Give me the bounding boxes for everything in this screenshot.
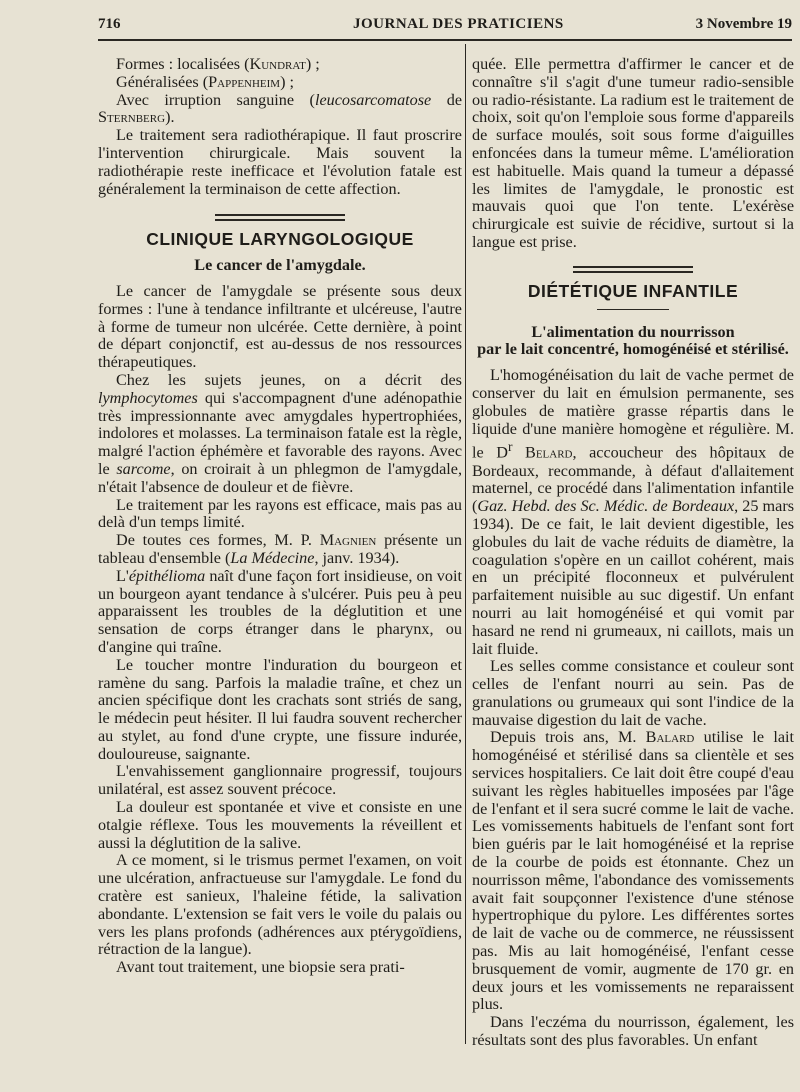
article-title-amygdale: Le cancer de l'amygdale. xyxy=(194,256,366,275)
paragraph: Chez les sujets jeunes, on a décrit des lymphocytomes qui s'accompagnent d'une adénopathie très impressionnante avec amygdales hypertrophiées, indolores et molasses. La terminaison fatale est la règle, malgré l'action éphémère et favorable des rayons. Avec le sarcome, on croirait à un phlegmon de l'amygdale, n'était l'absence de douleur et de fièvre. xyxy=(98,370,463,496)
paragraph: Dans l'eczéma du nourrisson, également, les résultats sont des plus favorables. Un enfant xyxy=(472,1013,794,1050)
section-rule xyxy=(597,309,669,310)
right-column xyxy=(472,56,794,1050)
intro-line-1: Formes : localisées (Kundrat) ; xyxy=(116,55,320,73)
header-rule xyxy=(98,39,792,41)
paragraph: La douleur est spontanée et vive et consiste en une otalgie réflexe. Tous les mouvements la réveillent et aussi la déglutition de la salive. xyxy=(98,798,462,852)
column-divider xyxy=(465,44,466,1044)
issue-date: 3 Novembre 19 xyxy=(695,16,792,32)
paragraph: Le cancer de l'amygdale se présente sous deux formes : l'une à tendance infiltrante et ulcéreuse, l'autre à forme de tumeur non ulcérée. Cette dernière, à point de départ conjonctif, est au-dessus de nos ressources thérapeutiques. xyxy=(98,281,462,372)
page-number: 716 xyxy=(98,16,121,32)
paragraph: Le traitement par les rayons est efficace, mais pas au delà d'un temps limité. xyxy=(98,495,462,532)
page-header xyxy=(98,12,792,40)
paragraph: L'envahissement ganglionnaire progressif, toujours unilatéral, est assez souvent précoce. xyxy=(98,762,462,799)
intro-line-2: Généralisées (Pappenheim) ; xyxy=(116,72,295,91)
paragraph: Les selles comme consistance et couleur sont celles de l'enfant nourri au sein. Pas de granulations ou grumeaux qui sont l'indice de la mauvaise digestion du lait de vache. xyxy=(472,657,794,729)
paragraph: Depuis trois ans, M. Balard utilise le lait homogénéisé et stérilisé dans sa clientèle et ses services hospitaliers. Ce lait doit être coupé d'eau suivant les règles habituelles imposées par l'âge de l'enfant et il sera sucré comme le lait de vache. Les vomissements habituels de l'enfant sont fort bien guéris par le lait homogénéisé et la reprise de la courbe de poids est étonnante. Chez un nourrisson même, l'abondance des vomissements avait fait soupçonner l'existence d'une sténose hypertrophique du pylore. Les différentes sortes de lait de vache ou de commerce, ne réussissent pas. Mis au lait homogénéisé, l'enfant cesse brusquement de vomir, augmente de 170 gr. en deux jours et les vomissements ne reparaissent plus. xyxy=(472,728,794,1014)
intro-line-3: Avec irruption sanguine (leucosarcomatose de Sternberg). xyxy=(98,90,462,127)
left-column xyxy=(98,56,462,977)
section-title-dietetique: DIÉTÉTIQUE INFANTILE xyxy=(527,280,739,301)
continued-paragraph: quée. Elle permettra d'affirmer le cancer et de connaître s'il s'agit d'une tumeur radio-sensible ou radio-résistante. La radium est le traitement de choix, soit qu'on l'emploie sous forme d'appareils de surface moulés, soit sous forme d'aiguilles enfoncées dans la tumeur même. L'amélioration est habituelle. Mais quand la tumeur a dépassé les limites de l'amygdale, le pronostic est mauvais quoi que l'on tente. L'exérèse chirurgicale est suivie de récidive, surtout si la langue est prise. xyxy=(472,56,794,251)
paragraph: Avant tout traitement, une biopsie sera prati- xyxy=(116,958,405,977)
article-title-alimentation: L'alimentation du nourrisson par le lait concentré, homogénéisé et stérilisé. xyxy=(477,322,789,359)
paragraph: A ce moment, si le trismus permet l'examen, on voit une ulcération, anfractueuse sur l'amygdale. Le fond du cratère est sanieux, l'haleine fétide, la salivation abondante. L'extension se fait vers le voile du palais ou vers les plans profonds (adhérences aux ptérygoïdiens, rétraction de la langue). xyxy=(98,851,462,959)
paragraph: Le toucher montre l'induration du bourgeon et ramène du sang. Parfois la maladie traîne, et chez un ancien spécifique dont les crachats sont striés de sang, le médecin peut hésiter. Il lui faudra souvent rechercher au stylet, au fond d'une crypte, une fissure indurée, douloureuse, saignante. xyxy=(98,655,462,763)
paragraph: L'épithélioma naît d'une façon fort insidieuse, on voit un bourgeon ayant tendance à s'ulcérer. Puis peu à peu apparaissent les troubles de la déglutition et une sensation de corps étranger dans le pharynx, ou d'angine qui traîne. xyxy=(98,566,462,656)
section-separator xyxy=(573,266,693,273)
section-title-laryngologie: CLINIQUE LARYNGOLOGIQUE xyxy=(146,229,414,250)
paragraph: L'homogénéisation du lait de vache permet de conserver du lait en émulsion permanente, ses globules de matière grasse répartis dans le liquide d'une manière homogène et régulière. M. le $D^r$ Belard, accoucheur des hôpitaux de Bordeaux, recommande, à défaut d'allaitement maternel, ce procédé dans l'alimentation infantile (Gaz. Hebd. des Sc. Médic. de Bordeaux, 25 mars 1934). De ce fait, le lait devient digestible, les globules du lait de vache réduits de diamètre, la coagulation s'opère en un caillot cohérent, mais en un précipité floconneux et pulvérulent parfaitement nuisible au suc digestif. Un enfant nourri au lait homogénéisé et qui vomit par hasard ne rend ni grumeaux, ni caillots, mais un lait fluide. xyxy=(472,366,794,658)
intro-paragraph: Le traitement sera radiothérapique. Il faut proscrire l'intervention chirurgicale. Mais souvent la radiothérapie reste inefficace et l'évolution fatale est généralement la terminaison de cette affection. xyxy=(98,126,462,198)
journal-title: JOURNAL DES PRATICIENS xyxy=(353,16,564,32)
section-separator xyxy=(215,214,345,221)
paragraph: De toutes ces formes, M. P. Magnien présente un tableau d'ensemble (La Médecine, janv. 1934). xyxy=(98,531,462,567)
